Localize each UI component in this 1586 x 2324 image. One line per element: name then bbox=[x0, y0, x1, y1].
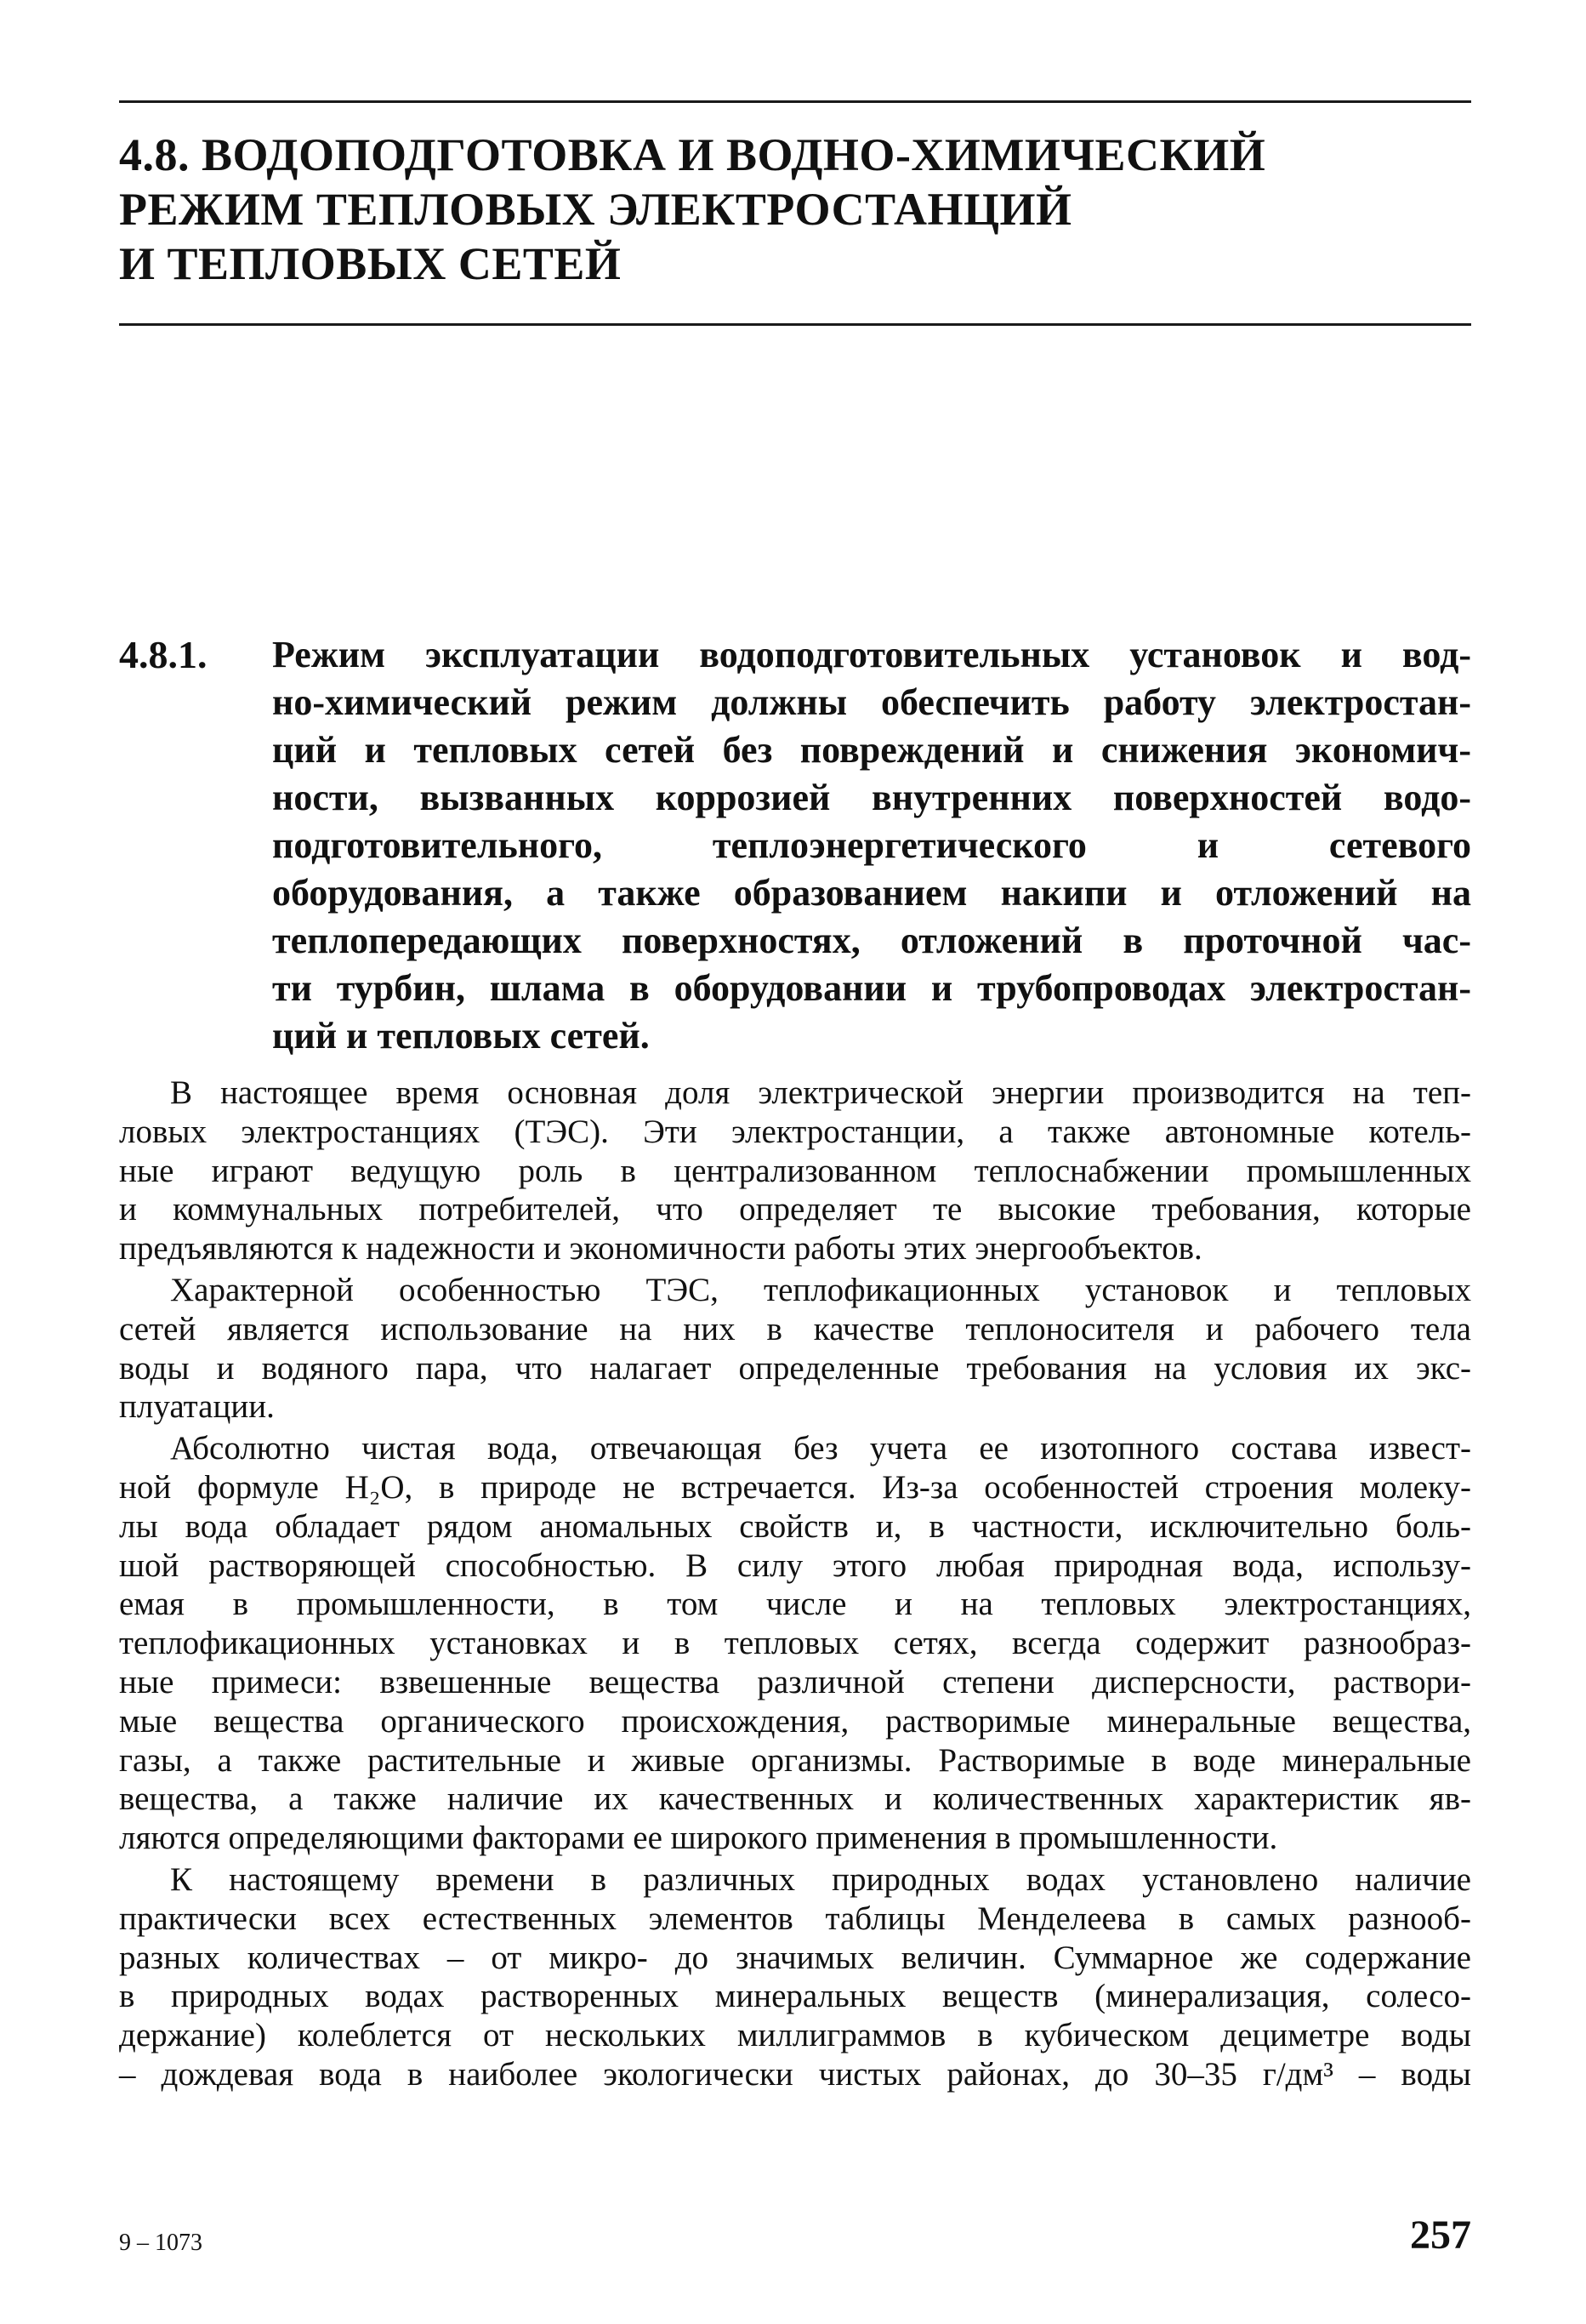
paragraph-line: ные играют ведущую роль в централизованном теплоснабжении промышленных bbox=[119, 1152, 1471, 1189]
paragraph-line: разных количествах – от микро- до значимых величин. Суммарное же содержание bbox=[119, 1939, 1471, 1976]
paragraph-line: – дождевая вода в наиболее экологически чистых районах, до 30–35 г/дм³ – воды bbox=[119, 2055, 1471, 2093]
paragraph-line: Характерной особенностью ТЭС, теплофикационных установок и тепловых bbox=[170, 1271, 1471, 1308]
chapter-title-line: И ТЕПЛОВЫХ СЕТЕЙ bbox=[119, 238, 622, 289]
clause-line: но-химический режим должны обеспечить работу электростан- bbox=[272, 681, 1471, 723]
chapter-title bbox=[119, 128, 1471, 291]
paragraph-line: воды и водяного пара, что налагает определенные требования на условия их экс- bbox=[119, 1349, 1471, 1387]
clause-line: ций и тепловых сетей. bbox=[272, 1015, 650, 1057]
paragraph-line: К настоящему времени в различных природных водах установлено наличие bbox=[170, 1860, 1471, 1898]
paragraph-line: и коммунальных потребителей, что определяет те высокие требования, которые bbox=[119, 1191, 1471, 1228]
paragraph-line: предъявляются к надежности и экономичности работы этих энергообъектов. bbox=[119, 1230, 1202, 1267]
paragraph-line: ные примеси: взвешенные вещества различной степени дисперсности, раствори- bbox=[119, 1663, 1471, 1700]
page-number: 257 bbox=[1410, 2213, 1471, 2258]
signature-mark: 9 – 1073 bbox=[119, 2230, 202, 2256]
clause-line: ности, вызванных коррозией внутренних поверхностей водо- bbox=[272, 777, 1471, 818]
clause-line: ти турбин, шлама в оборудовании и трубопроводах электростан- bbox=[272, 967, 1471, 1009]
body-text bbox=[119, 1074, 1471, 2097]
top-rule bbox=[119, 100, 1471, 103]
paragraph-line: вещества, а также наличие их качественных и количественных характеристик яв- bbox=[119, 1780, 1471, 1818]
paragraph-line: практически всех естественных элементов таблицы Менделеева в самых разнооб- bbox=[119, 1900, 1471, 1937]
paragraph bbox=[119, 1271, 1471, 1427]
paragraph bbox=[119, 1429, 1471, 1858]
paragraph-line: В настоящее время основная доля электрической энергии производится на теп- bbox=[170, 1074, 1471, 1111]
paragraph-line: плуатации. bbox=[119, 1388, 275, 1426]
paragraph bbox=[119, 1074, 1471, 1268]
paragraph-line: мые вещества органического происхождения, растворимые минеральные вещества, bbox=[119, 1702, 1471, 1740]
paragraph-line: ляются определяющими факторами ее широкого применения в промышленности. bbox=[119, 1820, 1278, 1857]
paragraph-line: емая в промышленности, в том числе и на тепловых электростанциях, bbox=[119, 1586, 1471, 1623]
paragraph-line: ловых электростанциях (ТЭС). Эти электростанции, а также автономные котель- bbox=[119, 1113, 1471, 1150]
clause-line: подготовительного, теплоэнергетического и сетевого bbox=[272, 824, 1471, 866]
paragraph bbox=[119, 1860, 1471, 2094]
paragraph-line: держание) колеблется от нескольких миллиграммов в кубическом дециметре воды bbox=[119, 2017, 1471, 2054]
clause-line: Режим эксплуатации водоподготовительных установок и вод- bbox=[272, 634, 1471, 675]
paragraph-line: ной формуле H₂O, в природе не встречается. Из-за особенностей строения молеку- bbox=[119, 1468, 1471, 1506]
chapter-title-line: РЕЖИМ ТЕПЛОВЫХ ЭЛЕКТРОСТАНЦИЙ bbox=[119, 184, 1072, 235]
chapter-title-line: 4.8. ВОДОПОДГОТОВКА И ВОДНО-ХИМИЧЕСКИЙ bbox=[119, 129, 1266, 180]
paragraph-line: Абсолютно чистая вода, отвечающая без учета ее изотопного состава извест- bbox=[170, 1430, 1471, 1467]
paragraph-line: сетей является использование на них в качестве теплоносителя и рабочего тела bbox=[119, 1310, 1471, 1347]
clause-line: ций и тепловых сетей без повреждений и снижения экономич- bbox=[272, 729, 1471, 771]
paragraph-line: в природных водах растворенных минеральных веществ (минерализация, солесо- bbox=[119, 1978, 1471, 2015]
paragraph-line: лы вода обладает рядом аномальных свойств и, в частности, исключительно боль- bbox=[119, 1507, 1471, 1545]
clause-number: 4.8.1. bbox=[119, 633, 207, 676]
paragraph-line: газы, а также растительные и живые организмы. Растворимые в воде минеральные bbox=[119, 1741, 1471, 1779]
clause-text bbox=[272, 631, 1471, 1060]
clause-line: теплопередающих поверхностях, отложений в проточной час- bbox=[272, 920, 1471, 961]
bottom-rule bbox=[119, 323, 1471, 326]
clause-line: оборудования, а также образованием накипи и отложений на bbox=[272, 872, 1471, 914]
paragraph-line: теплофикационных установках и в тепловых сетях, всегда содержит разнообраз- bbox=[119, 1625, 1471, 1662]
paragraph-line: шой растворяющей способностью. В силу этого любая природная вода, использу- bbox=[119, 1546, 1471, 1584]
